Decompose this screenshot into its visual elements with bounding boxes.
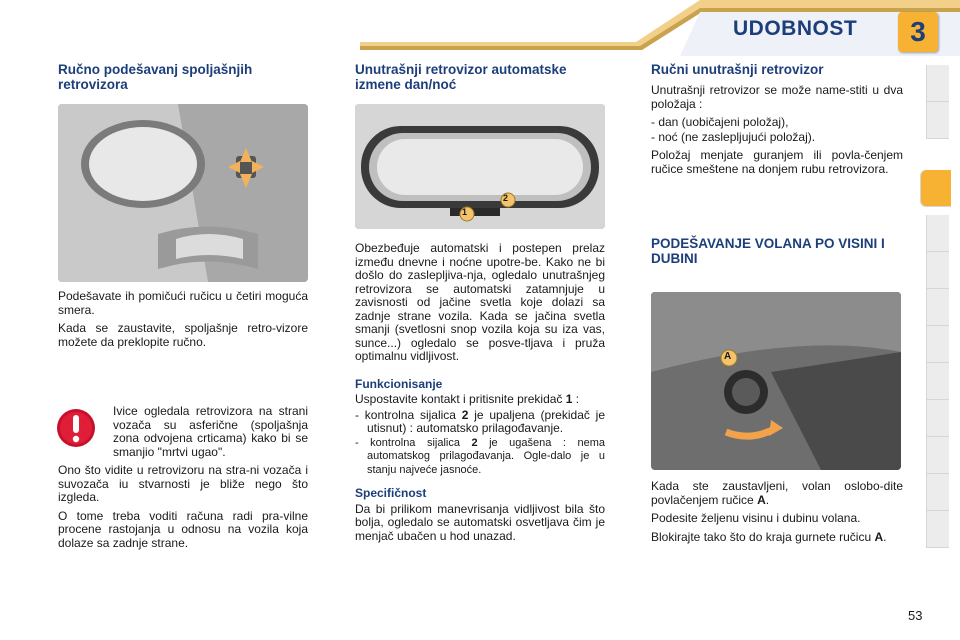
list-item: - kontrolna sijalica 2 je upaljena (prekidač je utisnut) : automatsko prilagođavanje. (355, 407, 606, 435)
callout-label-a: A (724, 351, 732, 362)
rearview-mirror-illustration (355, 104, 605, 229)
callout-label-2: 2 (503, 193, 509, 203)
paragraph: Unutrašnji retrovizor se može name-stiti u dva položaja : (651, 83, 903, 111)
paragraph: Uspostavite kontakt i pritisnite prekidač 1 : (355, 392, 580, 406)
auto-mirror-text (355, 242, 605, 548)
chapter-tab-active[interactable] (920, 170, 951, 207)
rearview-mirror-figure (355, 104, 605, 229)
chapter-tab[interactable] (926, 65, 949, 102)
chapter-tab[interactable] (926, 289, 949, 326)
section-heading-exterior-mirrors: Ručno podešavanj spoljašnjih retrovizora (58, 62, 253, 92)
chapter-tab[interactable] (926, 326, 949, 363)
section-heading-steering: PODEŠAVANJE VOLANA PO VISINI I DUBINI (651, 236, 885, 266)
chapter-tab[interactable] (926, 474, 949, 511)
chapter-tab[interactable] (926, 400, 949, 437)
warning-text (58, 405, 308, 555)
chapter-tabs (926, 65, 948, 575)
paragraph: Podešavate ih pomičući ručicu u četiri moguća smera. (58, 289, 308, 317)
paragraph: Obezbeđuje automatski i postepen prelaz između dnevne i noćne upotre-be. Kako ne bi došlo do zaslepljiva-nja, ogledalo unutrašnjeg retrovizora se automatski zatamnjuje u zavisnosti od jačine svetla koje dolazi sa zadnje strane vozila. Kada se jačina svetla smanji (svetlosni snop vozila koja su iza vas, sunce...) ogledalo se posve-tljava i pruža optimalnu vidljivost. (355, 241, 605, 363)
section-heading-auto-mirror: Unutrašnji retrovizor automatske izmene dan/noć (355, 62, 567, 92)
paragraph: Kada ste zaustavljeni, volan oslobo-dite povlačenjem ručice A. (651, 479, 903, 507)
chapter-tab[interactable] (926, 363, 949, 400)
chapter-tab[interactable] (926, 215, 949, 252)
list-item: - dan (uobičajeni položaj), (651, 115, 789, 129)
subheading-specificity: Specifičnost (355, 486, 427, 500)
paragraph: Da bi prilikom manevrisanja vidljivost bila što bolja, ogledalo se automatski osvetljava čim je menjač ubačen u hod unazad. (355, 501, 605, 543)
paragraph: Kada se zaustavite, spoljašnje retro-vizore možete da preklopite ručno. (58, 321, 308, 349)
paragraph: Ivice ogledala retrovizora na strani vozača su asferične (spoljašnja zona odvojena crticama) kako bi se smanjio "mrtvi ugao". (113, 404, 308, 459)
steering-text (651, 480, 903, 549)
paragraph: O tome treba voditi računa radi pra-vilne procene rastojanja u odnosu na vozila koja dolaze sa zadnje strane. (58, 508, 308, 550)
operation-list (355, 409, 605, 478)
steering-column-illustration (651, 292, 901, 470)
callout-label-1: 1 (462, 207, 468, 217)
manual-mirror-text (651, 84, 903, 181)
paragraph: Položaj menjate guranjem ili povla-čenjem ručice smeštene na donjem rubu retrovizora. (651, 148, 903, 176)
subheading-operation: Funkcionisanje (355, 376, 443, 391)
exterior-mirror-figure (58, 104, 308, 282)
chapter-tab[interactable] (926, 511, 949, 548)
chapter-tab[interactable] (926, 252, 949, 289)
paragraph: Ono što vidite u retrovizoru na stra-ni vozača i suvozača iu stvarnosti je bliže nego što izgleda. (58, 463, 308, 504)
chapter-tab[interactable] (926, 102, 949, 139)
chapter-number-badge: 3 (898, 12, 938, 52)
chapter-title: UDOBNOST (733, 17, 858, 40)
exterior-mirror-text (58, 290, 308, 354)
list-item: - kontrolna sijalica 2 je ugašena : nema automatskog prilagođavanja. Ogle-dalo je u stanju najveće jasnoće. (355, 436, 605, 476)
position-list (651, 116, 903, 144)
chapter-tab[interactable] (926, 437, 949, 474)
page-number: 53 (908, 608, 923, 623)
list-item: - noć (ne zaslepljujući položaj). (651, 129, 816, 144)
paragraph: Blokirajte tako što do kraja gurnete ručicu A. (651, 529, 887, 544)
paragraph: Podesite željenu visinu i dubinu volana. (651, 511, 861, 525)
steering-figure (651, 292, 901, 470)
door-mirror-illustration (58, 104, 308, 282)
section-heading-manual-mirror: Ručni unutrašnji retrovizor (651, 62, 824, 77)
